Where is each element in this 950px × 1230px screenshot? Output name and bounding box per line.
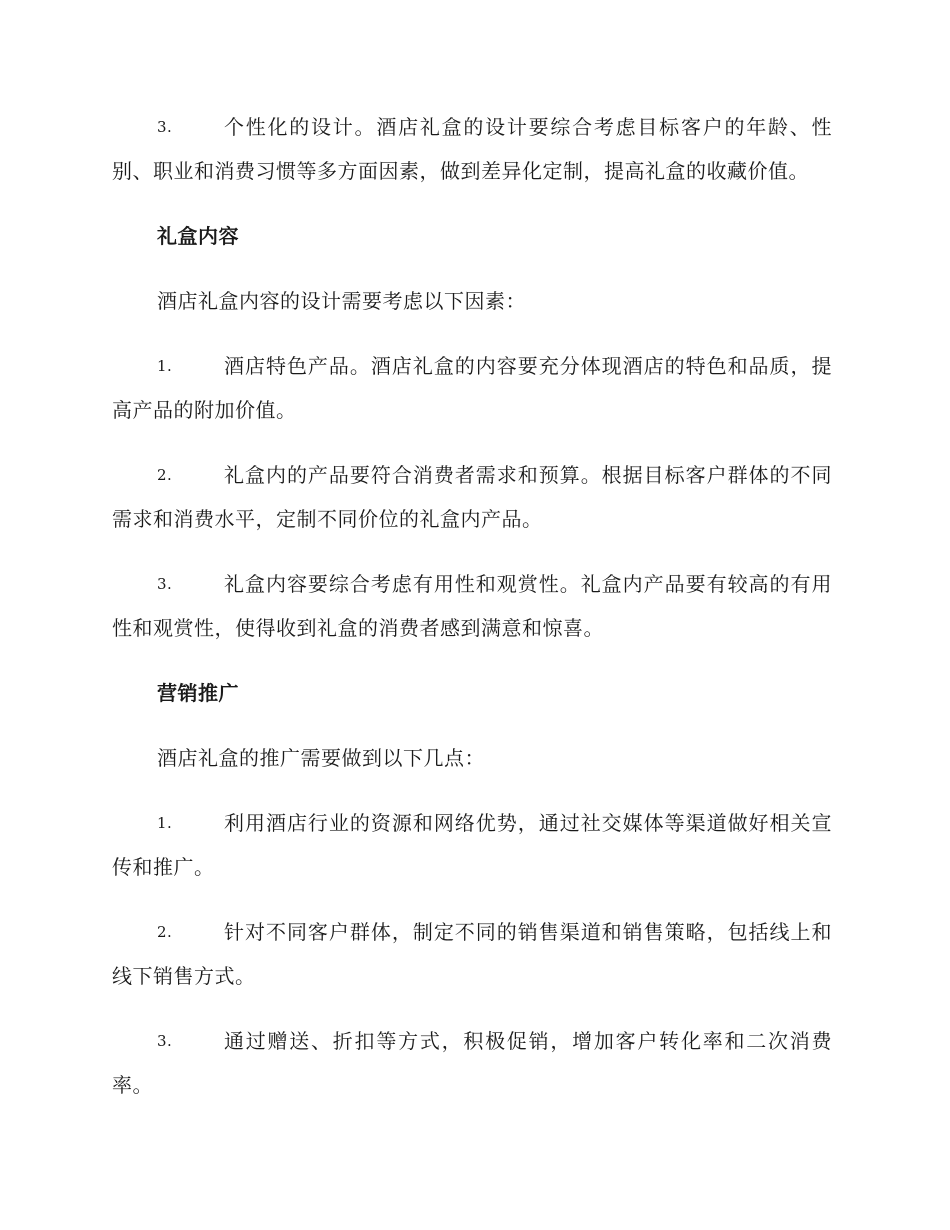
section-intro: 酒店礼盒内容的设计需要考虑以下因素： xyxy=(157,289,526,313)
list-number: 2. xyxy=(157,466,173,484)
list-text: 礼盒内的产品要符合消费者需求和预算。根据目标客户群体的不同需求和消费水平，定制不同价位的礼盒内产品。 xyxy=(112,463,832,531)
list-text: 利用酒店行业的资源和网络优势，通过社交媒体等渠道做好相关宣传和推广。 xyxy=(112,811,832,879)
list-number: 1. xyxy=(157,357,173,375)
list-item xyxy=(112,910,832,998)
list-number: 3. xyxy=(157,1032,173,1050)
list-item xyxy=(112,453,832,541)
section-heading-content: 礼盒内容 xyxy=(157,224,239,248)
list-text: 个性化的设计。酒店礼盒的设计要综合考虑目标客户的年龄、性别、职业和消费习惯等多方面因素，做到差异化定制，提高礼盒的收藏价值。 xyxy=(112,115,832,183)
list-text: 通过赠送、折扣等方式，积极促销，增加客户转化率和二次消费率。 xyxy=(112,1029,832,1097)
list-number: 2. xyxy=(157,923,173,941)
list-item xyxy=(112,562,832,650)
list-text: 针对不同客户群体，制定不同的销售渠道和销售策略，包括线上和线下销售方式。 xyxy=(112,920,832,988)
list-number: 1. xyxy=(157,814,173,832)
list-item xyxy=(112,801,832,889)
list-number: 3. xyxy=(157,575,173,593)
list-item xyxy=(112,1019,832,1107)
list-text: 礼盒内容要综合考虑有用性和观赏性。礼盒内产品要有较高的有用性和观赏性，使得收到礼盒的消费者感到满意和惊喜。 xyxy=(112,572,832,640)
section-heading-marketing: 营销推广 xyxy=(157,681,239,705)
list-item xyxy=(112,344,832,432)
section-intro: 酒店礼盒的推广需要做到以下几点： xyxy=(157,746,485,770)
list-number: 3. xyxy=(157,118,173,136)
list-text: 酒店特色产品。酒店礼盒的内容要充分体现酒店的特色和品质，提高产品的附加价值。 xyxy=(112,354,832,422)
list-item xyxy=(112,105,832,193)
